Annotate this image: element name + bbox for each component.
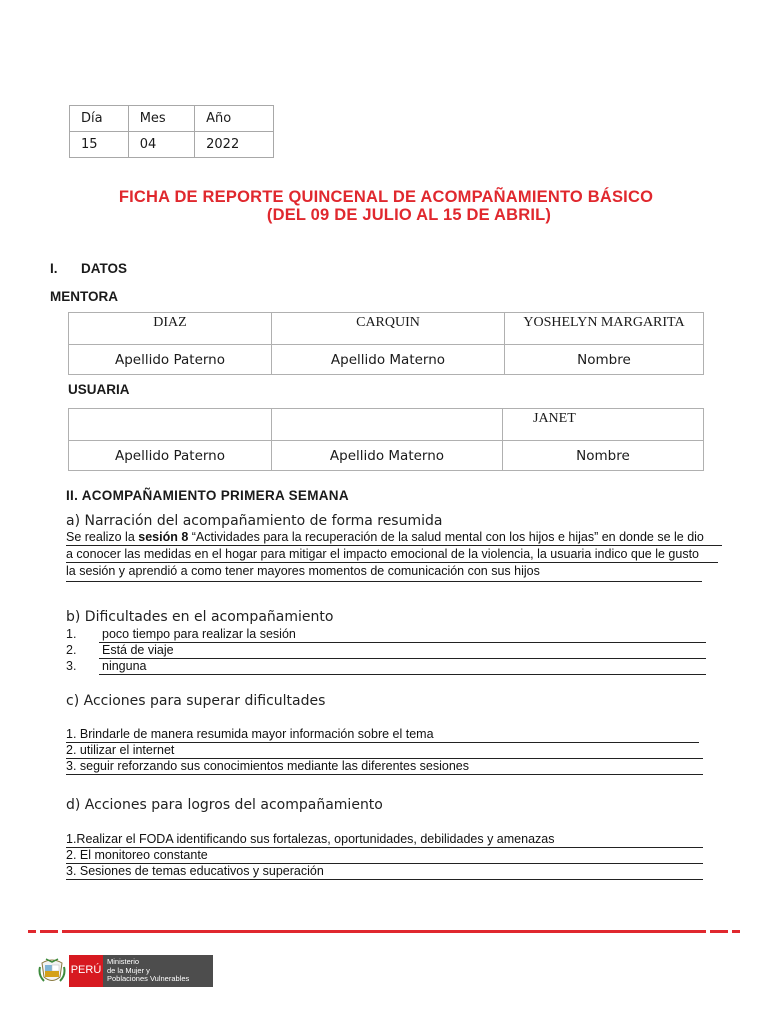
mentora-labels-row bbox=[69, 345, 704, 375]
dificultad-1-text: poco tiempo para realizar la sesión bbox=[99, 627, 706, 643]
mentora-apellido-materno: CARQUIN bbox=[272, 313, 505, 345]
usuaria-apellido-paterno bbox=[69, 409, 272, 441]
peru-red-block bbox=[69, 955, 103, 987]
narracion-line-3: la sesión y aprendió a como tener mayores momentos de comunicación con sus hijos bbox=[66, 564, 702, 582]
usuaria-apellido-materno bbox=[272, 409, 503, 441]
section-1-heading: DATOS bbox=[81, 261, 128, 276]
mentora-values-row bbox=[69, 313, 704, 345]
year-value: 2022 bbox=[195, 132, 274, 158]
mentora-label: MENTORA bbox=[50, 289, 119, 304]
day-value: 15 bbox=[70, 132, 129, 158]
peru-label: PERÚ bbox=[70, 964, 102, 976]
coat-of-arms-icon bbox=[38, 957, 66, 985]
ministry-line-1: Ministerio bbox=[107, 957, 140, 966]
dificultad-3-text: ninguna bbox=[99, 659, 706, 675]
narracion-line-2: a conocer las medidas en el hogar para mitigar el impacto emocional de la violencia, la usuaria indico que le gusto bbox=[66, 547, 718, 563]
date-table bbox=[69, 105, 274, 158]
ministry-line-3: Poblaciones Vulnerables bbox=[107, 974, 190, 983]
mentora-nombre: YOSHELYN MARGARITA bbox=[505, 313, 704, 345]
usuaria-nombre: JANET bbox=[503, 409, 704, 441]
document-title: FICHA DE REPORTE QUINCENAL DE ACOMPAÑAMIENTO BÁSICO bbox=[118, 188, 654, 206]
label-apellido-materno: Apellido Materno bbox=[272, 441, 503, 471]
label-nombre: Nombre bbox=[505, 345, 704, 375]
accion-superar-2: 2. utilizar el internet bbox=[66, 743, 703, 759]
dificultad-3-number: 3. bbox=[66, 659, 77, 673]
accion-superar-1: 1. Brindarle de manera resumida mayor información sobre el tema bbox=[66, 727, 699, 743]
year-header: Año bbox=[195, 106, 274, 132]
narracion-line-1 bbox=[66, 530, 722, 546]
document-subtitle: (DEL 09 DE JULIO AL 15 DE ABRIL) bbox=[266, 206, 552, 224]
accion-logro-2: 2. El monitoreo constante bbox=[66, 848, 703, 864]
narracion-text-pre: Se realizo la bbox=[66, 530, 139, 544]
mentora-table bbox=[68, 312, 704, 375]
ministry-line-2: de la Mujer y bbox=[107, 965, 150, 975]
accion-superar-3: 3. seguir reforzando sus conocimientos mediante las diferentes sesiones bbox=[66, 759, 703, 775]
dificultad-1-number: 1. bbox=[66, 627, 77, 641]
acciones-logros-label: d) Acciones para logros del acompañamiento bbox=[66, 797, 383, 813]
section-2-heading: II. ACOMPAÑAMIENTO PRIMERA SEMANA bbox=[66, 488, 349, 503]
usuaria-label: USUARIA bbox=[68, 382, 130, 397]
usuaria-values-row bbox=[69, 409, 704, 441]
dificultad-2-text: Está de viaje bbox=[99, 643, 706, 659]
ministry-logo bbox=[38, 955, 213, 987]
date-value-row bbox=[70, 132, 274, 158]
label-apellido-paterno: Apellido Paterno bbox=[69, 345, 272, 375]
label-apellido-materno: Apellido Materno bbox=[272, 345, 505, 375]
month-value: 04 bbox=[128, 132, 194, 158]
narracion-session: sesión 8 bbox=[138, 530, 189, 544]
dificultades-label: b) Dificultades en el acompañamiento bbox=[66, 609, 334, 625]
ministry-name-block bbox=[103, 955, 213, 987]
acciones-superar-label: c) Acciones para superar dificultades bbox=[66, 693, 326, 709]
narracion-text-post: “Actividades para la recuperación de la salud mental con los hijos e hijas” en donde se le dio bbox=[188, 530, 704, 544]
accion-logro-1: 1.Realizar el FODA identificando sus fortalezas, oportunidades, debilidades y amenazas bbox=[66, 832, 703, 848]
dificultad-2-number: 2. bbox=[66, 643, 77, 657]
narracion-label: a) Narración del acompañamiento de forma resumida bbox=[66, 513, 443, 529]
usuaria-labels-row bbox=[69, 441, 704, 471]
usuaria-table bbox=[68, 408, 704, 471]
label-nombre: Nombre bbox=[503, 441, 704, 471]
month-header: Mes bbox=[128, 106, 194, 132]
footer-divider bbox=[28, 930, 740, 933]
day-header: Día bbox=[70, 106, 129, 132]
section-1-number: I. bbox=[50, 261, 58, 276]
mentora-apellido-paterno: DIAZ bbox=[69, 313, 272, 345]
label-apellido-paterno: Apellido Paterno bbox=[69, 441, 272, 471]
date-header-row bbox=[70, 106, 274, 132]
accion-logro-3: 3. Sesiones de temas educativos y superación bbox=[66, 864, 703, 880]
